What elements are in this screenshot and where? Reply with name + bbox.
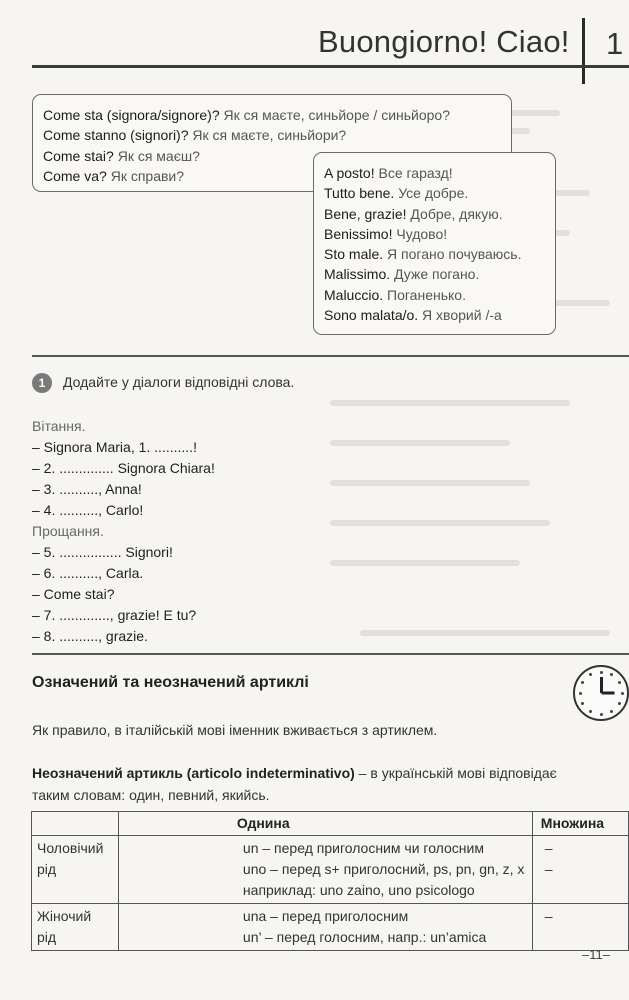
gender-cell: Чоловічий рід — [32, 836, 119, 904]
chapter-title: Buongiorno! Ciao! — [318, 24, 570, 59]
answer-line — [324, 224, 555, 244]
ukrainian-translation: Я хворий /-а — [418, 307, 502, 324]
dialogue-heading: Вітання. — [32, 418, 86, 434]
dialogue-heading: Прощання. — [32, 523, 104, 539]
singular-rule: un’ – перед голосним, напр.: un’amica — [242, 929, 487, 945]
clock-tick — [610, 673, 613, 676]
plural-value: – — [544, 861, 553, 877]
table-header-singular: Однина — [118, 812, 532, 836]
clock-tick — [618, 702, 621, 705]
dialogue-line: – Signora Maria, 1. ..........! — [32, 439, 197, 455]
indefinite-article-definition — [32, 762, 592, 806]
clock-tick — [610, 710, 613, 713]
singular-rule: наприклад: uno zaino, uno psicologo — [242, 882, 475, 898]
chapter-number: 1 — [606, 26, 624, 61]
ukrainian-translation: Чудово! — [392, 225, 448, 242]
dialogue-line: – 4. .........., Carlo! — [32, 502, 144, 518]
table-header-empty — [32, 812, 119, 836]
answer-line — [324, 244, 555, 264]
italian-phrase: Tutto bene. — [324, 185, 395, 202]
indefinite-article-explanation: – в українській мові відповідає таким словам: один, певний, якийсь. — [32, 765, 557, 803]
clock-tick — [581, 702, 584, 705]
page-number: –11– — [582, 947, 610, 962]
plural-cell — [532, 904, 628, 951]
singular-cell — [118, 836, 532, 904]
italian-phrase: A posto! — [324, 165, 375, 181]
clock-tick — [618, 681, 621, 684]
exercise-dialogue — [32, 416, 215, 647]
table-row — [32, 836, 629, 904]
italian-phrase: Bene, grazie! — [324, 205, 407, 222]
section-divider — [32, 355, 629, 357]
question-line — [43, 125, 511, 145]
ukrainian-translation: Все гаразд! — [374, 165, 453, 181]
italian-phrase: Sto male. — [324, 246, 384, 263]
clock-tick — [600, 713, 603, 716]
italian-phrase: Come va? — [43, 167, 107, 184]
ukrainian-translation: Як ся маєте, синьйори? — [188, 127, 347, 144]
clock-tick — [589, 673, 592, 676]
dialogue-line: – Come stai? — [32, 586, 115, 602]
answer-line — [324, 183, 555, 203]
singular-cell — [118, 904, 532, 951]
header-divider — [582, 18, 585, 84]
answers-speech-bubble — [313, 152, 556, 335]
dialogue-line: – 7. ............., grazie! E tu? — [32, 607, 197, 623]
answer-line — [324, 285, 555, 305]
italian-phrase: Maluccio. — [324, 286, 384, 303]
ukrainian-translation: Дуже погано. — [390, 266, 480, 283]
dialogue-line: – 5. ................ Signori! — [32, 544, 173, 560]
table-header-row — [32, 812, 629, 836]
italian-phrase: Come stai? — [43, 147, 114, 164]
plural-cell — [532, 836, 628, 904]
header-rule — [32, 65, 629, 68]
grammar-heading: Означений та неозначений артиклі — [32, 674, 309, 691]
dialogue-line: – 2. .............. Signora Chiara! — [32, 460, 215, 476]
singular-rule: uno – перед s+ приголосний, ps, pn, gn, z, x — [242, 861, 525, 877]
question-line — [43, 105, 511, 125]
indefinite-article-term: Неозначений артикль (articolo indeterminativo) — [32, 765, 355, 781]
italian-phrase: Come stanno (signori)? — [43, 127, 189, 144]
singular-rule: una – перед приголосним — [242, 908, 409, 924]
ukrainian-translation: Поганенько. — [383, 286, 466, 303]
italian-phrase: Sono malata/o. — [324, 307, 419, 324]
singular-rule: un – перед приголосним чи голосним — [242, 840, 484, 856]
clock-tick — [589, 710, 592, 713]
table-row — [32, 904, 629, 951]
ukrainian-translation: Добре, дякую. — [406, 205, 503, 222]
gender-cell: Жіночий рід — [32, 904, 119, 951]
plural-value: – — [544, 840, 553, 856]
dialogue-line: – 8. .........., grazie. — [32, 628, 148, 644]
answer-line — [324, 204, 555, 224]
dialogue-line: – 6. .........., Carla. — [32, 565, 144, 581]
grammar-intro: Як правило, в італійській мові іменник вживається з артиклем. — [32, 722, 438, 738]
clock-tick — [621, 692, 624, 695]
ukrainian-translation: Я погано почуваюсь. — [383, 246, 522, 263]
italian-phrase: Come sta (signora/signore)? — [43, 107, 220, 123]
answer-line — [324, 163, 555, 183]
dialogue-line: – 3. .........., Anna! — [32, 481, 142, 497]
answer-line — [324, 305, 555, 325]
clock-icon — [573, 665, 629, 721]
clock-tick — [579, 692, 582, 695]
ukrainian-translation: Як ся маєш? — [113, 147, 200, 164]
answer-line — [324, 264, 555, 284]
ukrainian-translation: Як справи? — [106, 167, 185, 184]
clock-tick — [600, 671, 603, 674]
section-divider — [32, 653, 629, 655]
italian-phrase: Malissimo. — [324, 266, 391, 283]
exercise-number-badge: 1 — [32, 373, 52, 393]
table-header-plural: Множина — [532, 812, 628, 836]
clock-minute-hand — [601, 692, 614, 695]
ukrainian-translation: Як ся маєте, синьйоре / синьйоро? — [219, 107, 451, 123]
exercise-instruction: Додайте у діалоги відповідні слова. — [63, 374, 295, 390]
plural-value: – — [544, 908, 553, 924]
ukrainian-translation: Усе добре. — [394, 185, 469, 202]
indefinite-article-table — [31, 811, 629, 951]
italian-phrase: Benissimo! — [324, 225, 393, 242]
clock-tick — [581, 681, 584, 684]
